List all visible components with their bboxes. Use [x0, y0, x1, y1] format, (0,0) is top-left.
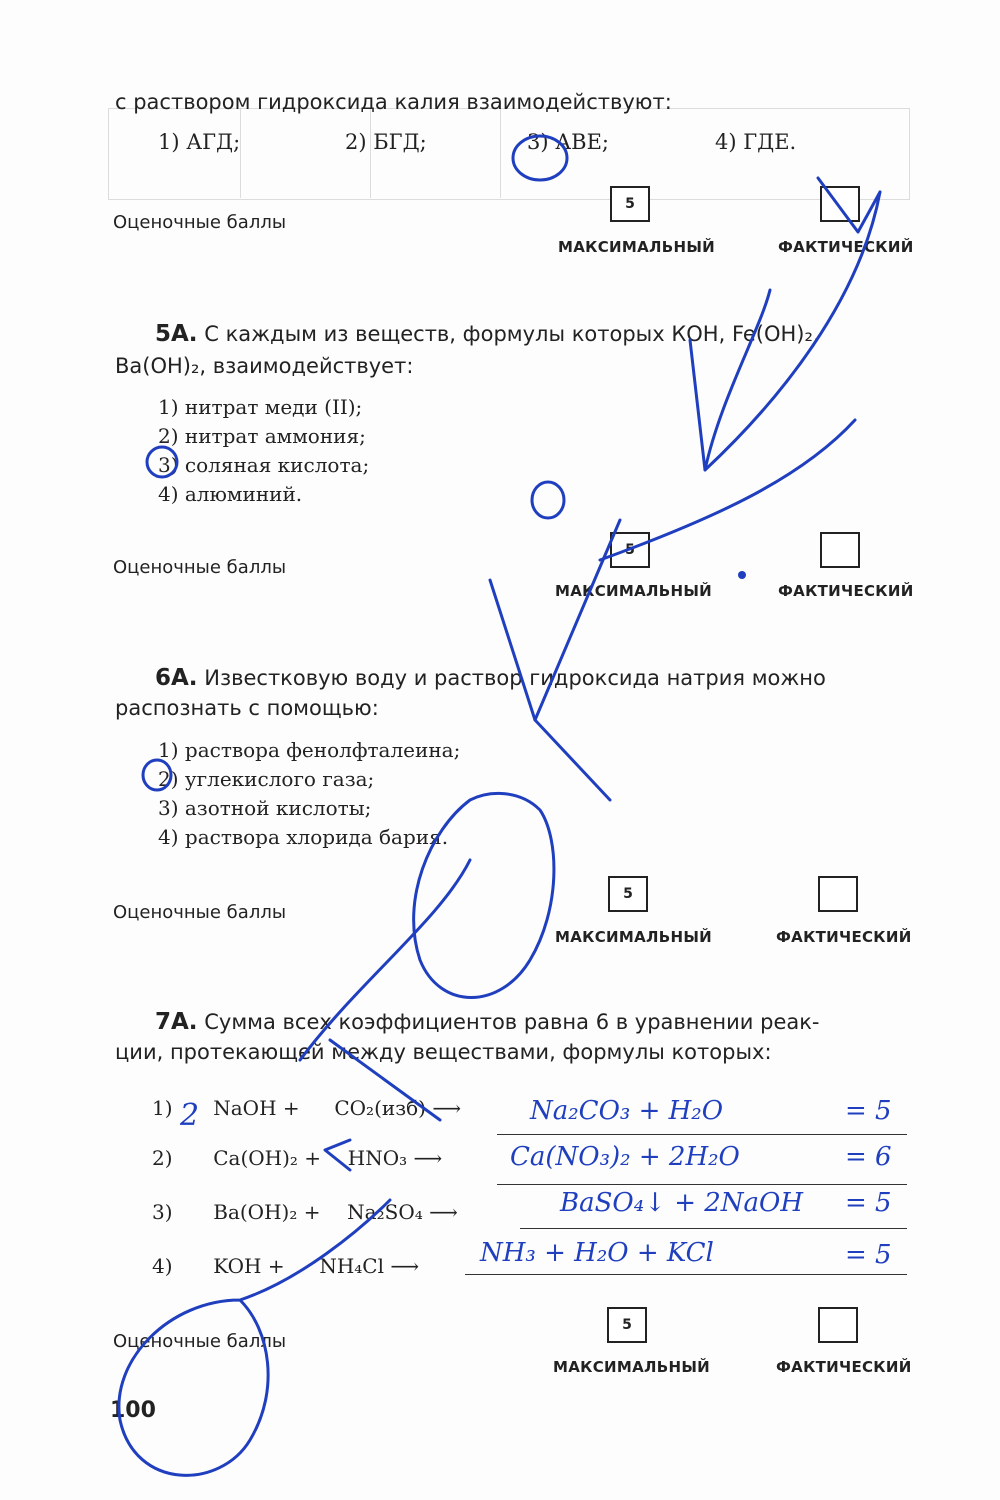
- q6-option-2[interactable]: 2) углекислого газа;: [158, 767, 375, 791]
- equation-number: 1): [152, 1096, 173, 1120]
- circle-mark: [532, 482, 564, 518]
- q7-text-line1: Сумма всех коэффициентов равна 6 в уравнении реак-: [204, 1010, 820, 1034]
- max-score-box: 5: [608, 876, 648, 912]
- equation-number: 4): [152, 1254, 173, 1278]
- equation-right: Na₂SO₄: [347, 1200, 423, 1224]
- q6-option-4[interactable]: 4) раствора хлорида бария.: [158, 825, 449, 849]
- long-stroke: [600, 420, 855, 560]
- ink-dot: [738, 571, 746, 579]
- equation-arrow: ⟶: [413, 1146, 443, 1170]
- q5-text-line2: Ba(OH)₂, взаимодействует:: [115, 354, 414, 378]
- handwritten-answer: Ca(NO₃)₂ + 2H₂O: [510, 1142, 740, 1172]
- equation-arrow: ⟶: [429, 1200, 458, 1224]
- handwritten-sum: = 5: [845, 1188, 892, 1218]
- max-score-caption: МАКСИМАЛЬНЫЙ: [555, 928, 713, 946]
- big-circle: [414, 793, 554, 997]
- q5-number: 5А.: [155, 321, 198, 347]
- q6-option-1[interactable]: 1) раствора фенолфталеина;: [158, 738, 461, 762]
- q4-option-3[interactable]: 3) АВЕ;: [527, 130, 609, 154]
- equation-left: KOH +: [213, 1254, 285, 1278]
- max-score-caption: МАКСИМАЛЬНЫЙ: [555, 582, 713, 600]
- q7-number: 7А.: [155, 1009, 198, 1035]
- circle-mark: [513, 136, 567, 180]
- max-score-box: 5: [610, 186, 650, 222]
- long-stroke: [690, 290, 770, 470]
- equation-left: Ca(OH)₂ +: [213, 1146, 322, 1170]
- long-stroke: [490, 520, 620, 720]
- max-score-caption: МАКСИМАЛЬНЫЙ: [553, 1358, 711, 1376]
- q7-text-line2: ции, протекающей между веществами, формулы которых:: [115, 1040, 772, 1064]
- q6-number: 6А.: [155, 665, 198, 691]
- q5-option-1[interactable]: 1) нитрат меди (II);: [158, 395, 363, 419]
- q5-option-3[interactable]: 3) соляная кислота;: [158, 453, 370, 477]
- equation-arrow: ⟶: [390, 1254, 420, 1278]
- q4-option-1[interactable]: 1) АГД;: [158, 130, 241, 154]
- score-label: Оценочные баллы: [113, 902, 287, 923]
- equation-number: 3): [152, 1200, 173, 1224]
- max-score-box: 5: [610, 532, 650, 568]
- q6-option-3[interactable]: 3) азотной кислоты;: [158, 796, 372, 820]
- long-stroke: [300, 860, 470, 1060]
- score-label: Оценочные баллы: [113, 212, 287, 233]
- fact-score-caption: ФАКТИЧЕСКИЙ: [776, 928, 912, 946]
- q4-option-4[interactable]: 4) ГДЕ.: [715, 130, 797, 154]
- handwritten-answer: NH₃ + H₂O + KCl: [480, 1238, 714, 1268]
- equation-left: NaOH +: [213, 1096, 300, 1120]
- score-label: Оценочные баллы: [113, 557, 287, 578]
- long-stroke: [535, 720, 610, 800]
- circle-mark: [143, 760, 171, 790]
- equation-arrow: ⟶: [432, 1096, 461, 1120]
- fact-score-caption: ФАКТИЧЕСКИЙ: [776, 1358, 912, 1376]
- handwritten-answer: BaSO₄↓ + 2NaOH: [560, 1188, 804, 1218]
- big-loop: [119, 1200, 390, 1475]
- equation-right: HNO₃: [347, 1146, 408, 1170]
- q4-option-2[interactable]: 2) БГД;: [345, 130, 427, 154]
- handwritten-sum: = 5: [845, 1240, 892, 1270]
- q4-tail-text: с раствором гидроксида калия взаимодействуют:: [115, 90, 672, 114]
- q5-option-4[interactable]: 4) алюминий.: [158, 482, 303, 506]
- max-score-caption: МАКСИМАЛЬНЫЙ: [558, 238, 716, 256]
- circle-mark: [147, 447, 177, 477]
- equation-right: CO₂(изб): [334, 1096, 426, 1120]
- fact-score-caption: ФАКТИЧЕСКИЙ: [778, 238, 914, 256]
- equation-left: Ba(OH)₂ +: [213, 1200, 321, 1224]
- long-stroke: [705, 192, 880, 470]
- equation-number: 2): [152, 1146, 173, 1170]
- q5-text-line1: С каждым из веществ, формулы которых КОН, Fe(OH)₂,: [204, 322, 820, 346]
- max-score-box: 5: [607, 1307, 647, 1343]
- bracket-mark: [325, 1140, 350, 1170]
- q6-text-line1: Известковую воду и раствор гидроксида натрия можно: [204, 666, 826, 690]
- q5-option-2[interactable]: 2) нитрат аммония;: [158, 424, 366, 448]
- long-stroke: [330, 1040, 440, 1120]
- q6-text-line2: распознать с помощью:: [115, 696, 379, 720]
- page-number: 100: [110, 1398, 156, 1423]
- handwritten-answer: Na₂CO₃ + H₂O: [530, 1096, 724, 1126]
- checkmark-scribble: [818, 178, 880, 232]
- handwritten-sum: = 5: [845, 1096, 892, 1126]
- handwritten-sum: = 6: [845, 1142, 892, 1172]
- handwritten-choice-mark: 2: [180, 1098, 200, 1133]
- fact-score-caption: ФАКТИЧЕСКИЙ: [778, 582, 914, 600]
- score-label: Оценочные баллы: [113, 1331, 287, 1352]
- equation-right: NH₄Cl: [319, 1254, 384, 1278]
